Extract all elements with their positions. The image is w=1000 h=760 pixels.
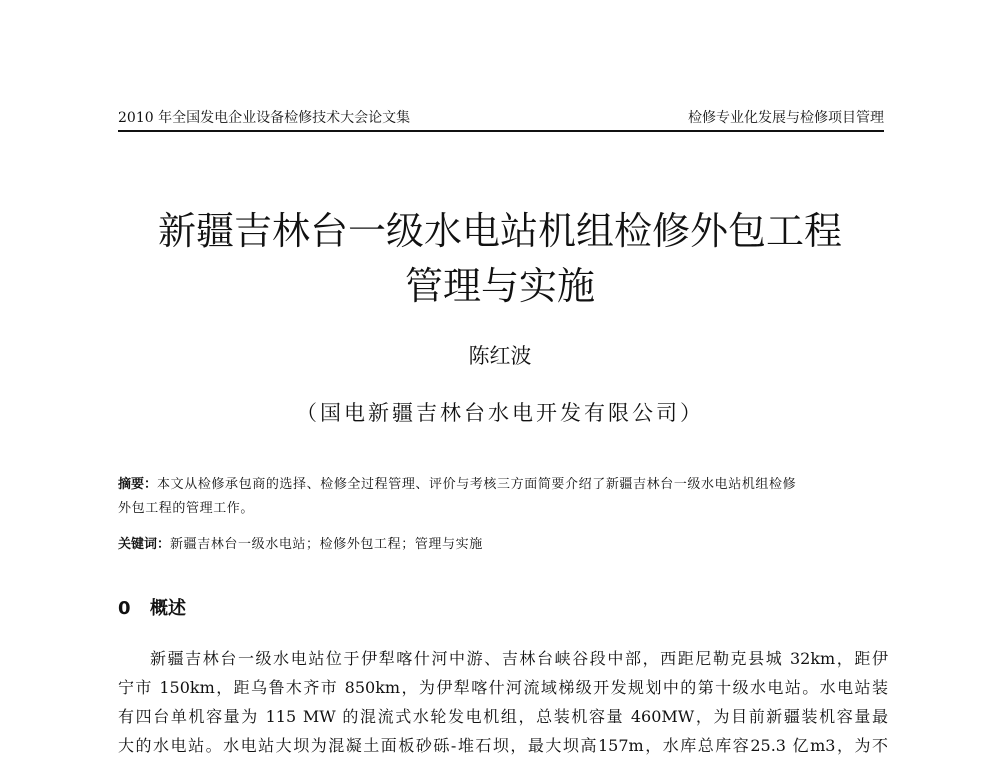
body-paragraph-line: 大的水电站。水电站大坝为混凝土面板砂砾-堆石坝，最大坝高157m，水库总库容25.3 亿m3，为不 — [118, 736, 888, 755]
abstract-text-line-2: 外包工程的管理工作。 — [118, 501, 255, 516]
body-paragraph-line: 宁市 150km，距乌鲁木齐市 850km，为伊犁喀什河流域梯级开发规划中的第十级水电站。水电站装 — [118, 678, 888, 697]
paper-title-line-2: 管理与实施 — [404, 264, 595, 308]
section-number: 0 — [118, 598, 131, 619]
body-paragraph-line: 有四台单机容量为 115 MW 的混流式水轮发电机组，总装机容量 460MW，为目前新疆装机容量最 — [118, 707, 888, 726]
author-name: 陈红波 — [468, 344, 532, 368]
body-paragraph-line: 新疆吉林台一级水电站位于伊犁喀什河中游、吉林台峡谷段中部，西距尼勒克县城 32km，距伊 — [150, 649, 888, 668]
abstract-label: 摘要： — [118, 477, 158, 492]
keywords-label: 关键词： — [118, 537, 171, 552]
header-rule — [118, 130, 884, 132]
abstract — [118, 475, 888, 519]
abstract-text-line-1: 本文从检修承包商的选择、检修全过程管理、评价与考核三方面简要介绍了新疆吉林台一级水电站机组检修 — [157, 477, 797, 492]
running-header-right: 检修专业化发展与检修项目管理 — [688, 110, 884, 126]
paper-title-line-1: 新疆吉林台一级水电站机组检修外包工程 — [157, 209, 842, 253]
running-header — [118, 108, 884, 132]
section-heading — [118, 597, 186, 621]
keywords-text: 新疆吉林台一级水电站；检修外包工程；管理与实施 — [170, 537, 483, 552]
keywords — [118, 535, 888, 555]
section-title: 概述 — [150, 598, 186, 619]
author-affiliation: （国电新疆吉林台水电开发有限公司） — [296, 401, 704, 425]
running-header-left: 2010 年全国发电企业设备检修技术大会论文集 — [118, 110, 411, 126]
